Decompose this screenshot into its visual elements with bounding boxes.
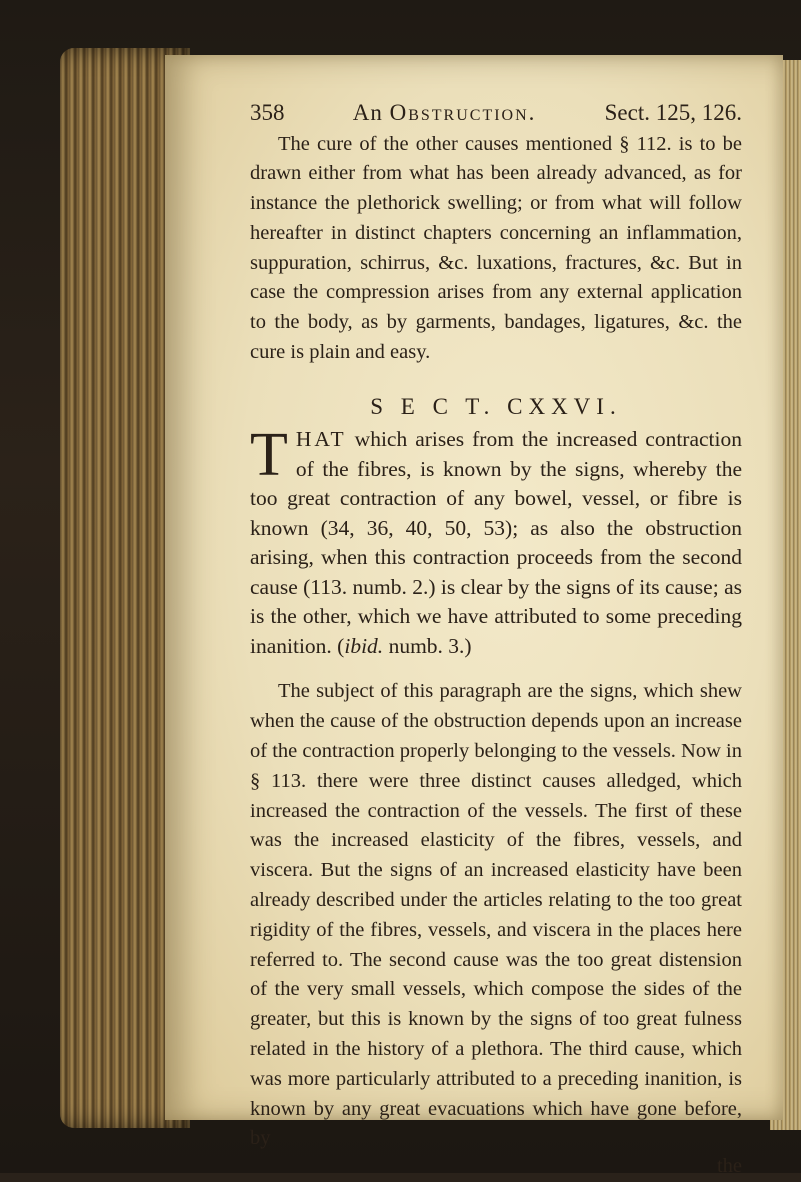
page-number: 358 [250, 100, 285, 125]
running-title-main: Obstruction. [389, 100, 537, 125]
running-title-prefix: An [352, 100, 383, 125]
section-text-end: numb. 3.) [383, 633, 472, 658]
ibid-italic: ibid. [344, 633, 384, 658]
section-text: which arises from the increased contraction of the fibres, is known by the signs, whereby the too great contraction of any bowel, vessel, or fibre is known (34, 36, 40, 50, 53); as also the obstruction arising, when this contraction proceeds from the second cause (113. numb. 2.) is clear by the signs of its cause; as is the other, which we have attributed to some preceding inanition. ( [250, 427, 743, 658]
section-heading: S E C T. CXXVI. [370, 393, 622, 419]
drop-cap: T [250, 421, 288, 490]
section-body [250, 421, 743, 661]
catchword: the [716, 1155, 742, 1178]
paragraph-cure-of-causes: The cure of the other causes mentioned § 112. is to be drawn either from what has been already advanced, as for instance the plethorick swelling; or from what will follow hereafter in distinct chapters concerning an inflammation, suppuration, schirrus, &c. luxations, fractures, &c. But in case the compression arises from any external application to the body, as by garments, bandages, ligatures, &c. the cure is plain and easy. [250, 132, 742, 364]
running-title [353, 98, 537, 128]
running-header [250, 98, 742, 128]
paragraph-gap [250, 661, 742, 677]
page-text [250, 98, 742, 1182]
commentary-paragraph: The subject of this paragraph are the signs, which shew when the cause of the obstruction depends upon an increase of the contraction properly belonging to the vessels. Now in § 113. there were three distinct causes alledged, which increased the contraction of the vessels. The first of these was the increased elasticity of the fibres, vessels, and viscera. But the signs of an increased elasticity have been already described under the articles relating to the too great rigidity of the fibres, vessels, and viscera in the places here referred to. The second cause was the too great distension of the very small vessels, which compose the sides of the greater, but this is known by the signs of too great fulness related in the history of a plethora. The third cause, which was more particularly attributed to a preceding inanition, is known by any great evacuations which have gone before, by [250, 680, 742, 1150]
lead-caps: HAT [295, 427, 347, 452]
section-reference: Sect. 125, 126. [604, 100, 742, 125]
